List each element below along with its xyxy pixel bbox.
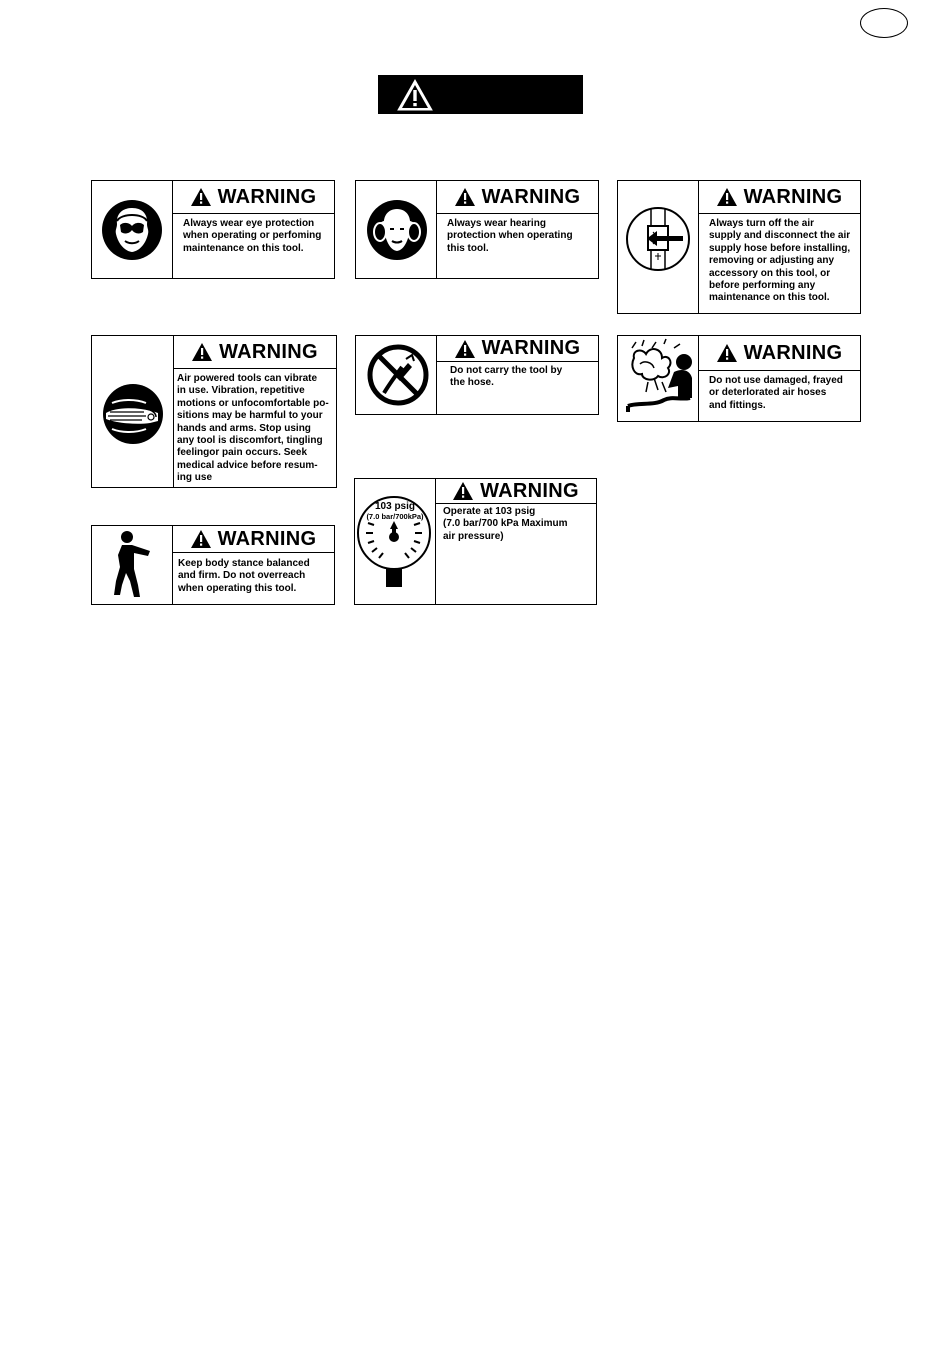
label-header	[172, 526, 334, 553]
label-text-line: ing use	[177, 472, 213, 484]
label-pictogram	[92, 336, 174, 487]
gauge-bar-kpa: (7.0 bar/700kPa)	[366, 512, 424, 521]
label-header	[435, 479, 596, 504]
label-text-line: when operating this tool.	[178, 582, 297, 594]
caution-triangle-icon	[396, 78, 434, 112]
label-text-line: this tool.	[447, 242, 489, 254]
label-text-line: Always turn off the air	[709, 218, 815, 229]
warning-triangle-icon	[454, 339, 476, 359]
warning-heading: WARNING	[217, 527, 317, 550]
label-text-line: before performing any	[709, 280, 816, 292]
eye-protection-icon	[101, 199, 163, 261]
label-text-line: motions or unfocomfortable po-	[177, 397, 329, 409]
label-text	[173, 368, 336, 487]
label-pictogram	[92, 526, 173, 604]
gauge-psig: 103 psig	[374, 501, 416, 512]
label-header	[173, 336, 336, 369]
disconnect-air-supply-icon	[625, 206, 691, 272]
label-pictogram	[92, 181, 173, 278]
label-text	[172, 552, 334, 604]
label-text	[436, 213, 598, 278]
label-text-line: sitions may be harmful to your	[177, 410, 323, 422]
label-text-line: supply and disconnect the air	[709, 230, 851, 242]
no-carry-by-hose-icon	[366, 343, 430, 407]
label-text-line: in use. Vibration, repetitive	[177, 385, 305, 397]
hearing-protection-icon	[366, 199, 428, 261]
warning-triangle-icon	[190, 187, 212, 207]
label-header	[698, 181, 860, 214]
label-header	[698, 336, 860, 371]
label-pictogram	[356, 181, 437, 278]
label-text-line: (7.0 bar/700 kPa Maximum	[443, 518, 568, 530]
warning-label-body-stance	[91, 525, 335, 605]
label-text	[436, 361, 598, 414]
label-text-line: Air powered tools can vibrate	[177, 373, 318, 384]
label-text-line: and fittings.	[709, 399, 766, 411]
warning-triangle-icon	[716, 343, 738, 363]
warning-triangle-icon	[190, 529, 212, 549]
label-text	[698, 213, 860, 313]
warning-heading: WARNING	[217, 185, 317, 208]
label-header	[172, 181, 334, 214]
warning-triangle-icon	[454, 187, 476, 207]
label-text-line: air pressure)	[443, 530, 504, 542]
label-pictogram	[618, 181, 699, 313]
label-text-line: Always wear hearing	[447, 218, 546, 229]
warning-label-damaged-hose	[617, 335, 861, 422]
label-text	[698, 370, 860, 421]
label-text-line: supply hose before installing,	[709, 242, 851, 254]
warning-heading: WARNING	[481, 185, 581, 208]
warning-label-pressure	[354, 478, 597, 605]
label-text-line: medical advice before resum-	[177, 459, 318, 471]
warning-heading: WARNING	[743, 185, 843, 208]
warning-heading: WARNING	[219, 340, 318, 363]
warning-label-vibration	[91, 335, 337, 488]
label-text-line: hands and arms. Stop using	[177, 422, 311, 434]
label-header	[436, 336, 598, 362]
gauge-readout	[355, 502, 435, 522]
label-pictogram	[355, 479, 436, 604]
warning-label-no-carry-hose	[355, 335, 599, 415]
page-language-oval	[860, 8, 908, 38]
label-text-line: maintenance on this tool.	[709, 292, 830, 304]
label-text-line: feelingor pain occurs. Seek	[177, 447, 308, 459]
warning-triangle-icon	[716, 187, 738, 207]
warning-label-disconnect-air	[617, 180, 861, 314]
warning-triangle-icon	[452, 481, 474, 501]
label-text-line: Operate at 103 psig	[443, 506, 536, 517]
label-text-line: protection when operating	[447, 230, 573, 242]
warning-triangle-icon	[191, 342, 213, 362]
label-text-line: accessory on this tool, or	[709, 267, 831, 279]
warning-heading: WARNING	[481, 337, 581, 359]
body-stance-icon	[110, 529, 156, 601]
label-pictogram	[618, 336, 699, 421]
label-text-line: Keep body stance balanced	[178, 558, 310, 569]
label-text-line: or deterlorated air hoses	[709, 387, 827, 399]
warning-label-eye-protection	[91, 180, 335, 279]
label-text-line: any tool is discomfort, tingling	[177, 435, 323, 447]
label-text-line: the hose.	[450, 377, 494, 389]
label-text-line: maintenance on this tool.	[183, 242, 304, 254]
label-text-line: Do not use damaged, frayed	[709, 375, 843, 386]
label-text-line: Do not carry the tool by	[450, 365, 563, 376]
label-text	[435, 503, 596, 604]
warning-heading: WARNING	[743, 341, 843, 364]
label-text	[172, 213, 334, 278]
label-pictogram	[356, 336, 437, 414]
label-header	[436, 181, 598, 214]
label-text-line: when operating or perfoming	[183, 230, 322, 242]
label-text-line: and firm. Do not overreach	[178, 570, 306, 582]
warning-heading: WARNING	[480, 479, 579, 502]
warning-label-hearing-protection	[355, 180, 599, 279]
damaged-hose-icon	[624, 338, 696, 418]
label-text-line: removing or adjusting any	[709, 255, 835, 267]
label-text-line: Always wear eye protection	[183, 218, 315, 229]
caution-banner	[378, 75, 583, 114]
vibration-hand-icon	[102, 383, 164, 445]
